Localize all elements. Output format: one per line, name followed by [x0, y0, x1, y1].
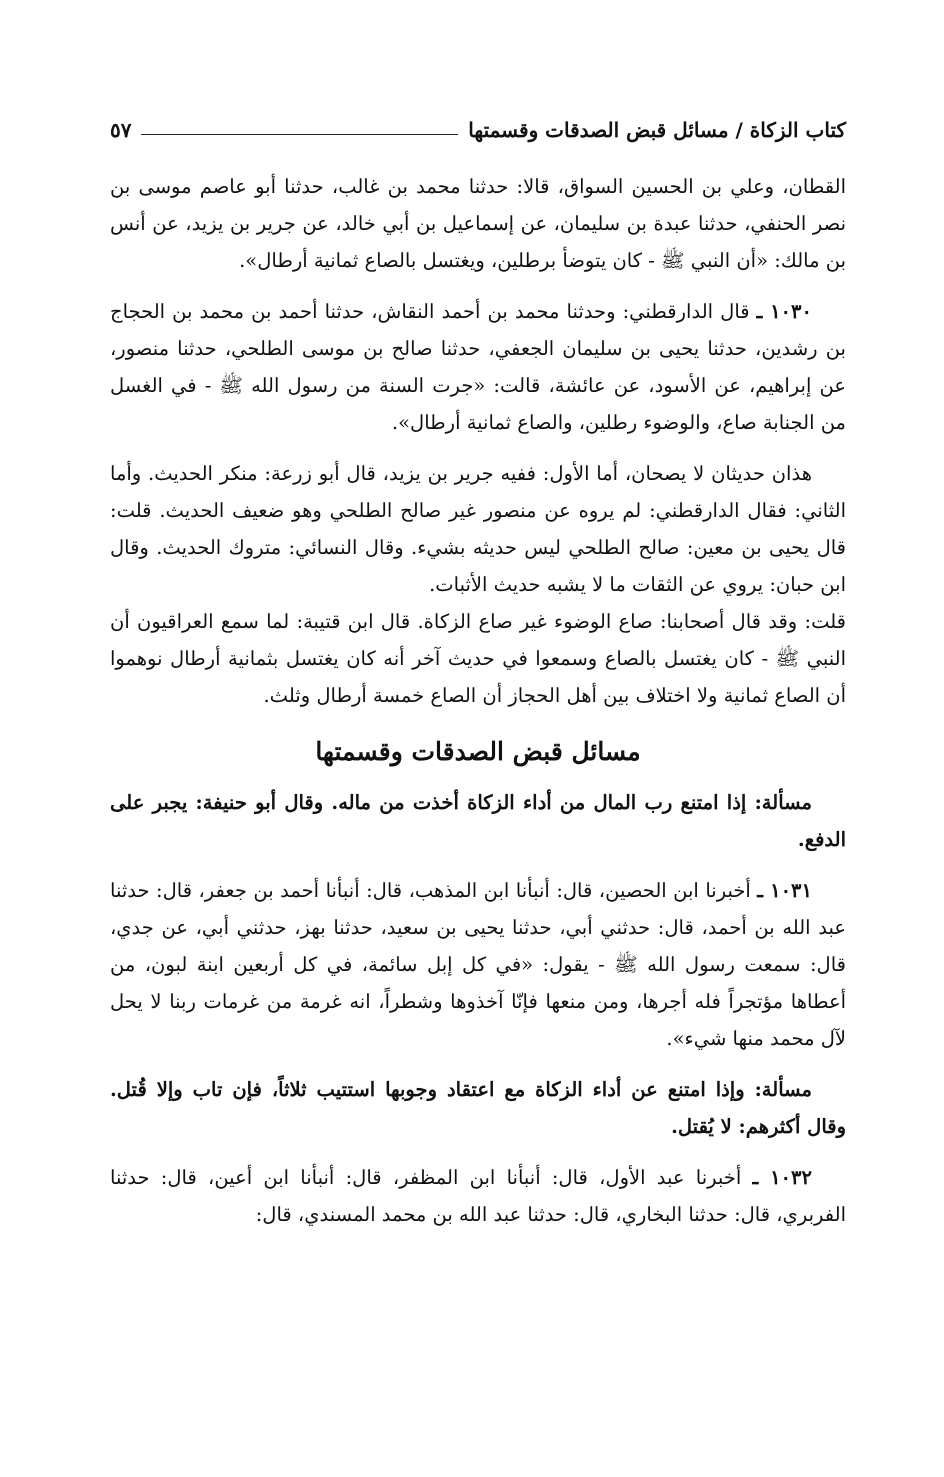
masala-text: وإذا امتنع عن أداء الزكاة مع اعتقاد وجوبها استتيب ثلاثاً، فإن تاب وإلا قُتل. وقال أكثرهم: لا يُقتل. — [110, 1078, 846, 1138]
header-title: كتاب الزكاة / مسائل قبض الصدقات وقسمتها — [468, 118, 846, 142]
hadith-text: قال الدارقطني: وحدثنا محمد بن أحمد النقاش، حدثنا أحمد بن محمد بن الحجاج بن رشدين، حدثنا يحيى بن سليمان الجعفي، حدثنا صالح بن موسى الطلحي، حدثنا منصور، عن إبراهيم، عن الأسود، عن عائشة، قالت: «جرت السنة من رسول الله ﷺ - في الغسل من الجنابة صاع، والوضوء رطلين، والصاع ثمانية أرطال». — [110, 300, 846, 434]
body-text — [110, 168, 846, 1247]
hadith-number: ١٠٣١ ـ — [757, 879, 812, 902]
hadith-number: ١٠٣٢ ـ — [752, 1166, 812, 1189]
running-header — [110, 112, 846, 148]
hadith-number: ١٠٣٠ ـ — [756, 300, 812, 323]
masala-1 — [110, 784, 846, 858]
masala-label: مسألة: — [754, 791, 812, 814]
commentary-paragraph-2: قلت: وقد قال أصحابنا: صاع الوضوء غير صاع الزكاة. قال ابن قتيبة: لما سمع العراقيون أن النبي ﷺ - كان يغتسل بالصاع وسمعوا في حديث آخر أنه كان يغتسل بثمانية أرطال نوهموا أن الصاع ثمانية ولا اختلاف بين أهل الحجاز أن الصاع خمسة أرطال وثلث. — [110, 610, 846, 707]
masala-2 — [110, 1071, 846, 1145]
hadith-1031 — [110, 872, 846, 1057]
masala-label: مسألة: — [754, 1078, 812, 1101]
masala-text: إذا امتنع رب المال من أداء الزكاة أخذت من ماله. وقال أبو حنيفة: يجبر على الدفع. — [110, 791, 846, 851]
section-heading: مسائل قبض الصدقات وقسمتها — [315, 737, 641, 766]
page-number: ٥٧ — [110, 118, 132, 142]
hadith-text: أخبرنا عبد الأول، قال: أنبأنا ابن المظفر، قال: أنبأنا ابن أعين، قال: حدثنا الفربري، قال: حدثنا البخاري، قال: حدثنا عبد الله بن محمد المسندي، قال: — [110, 1166, 846, 1226]
hadith-text: أخبرنا ابن الحصين، قال: أنبأنا ابن المذهب، قال: أنبأنا أحمد بن جعفر، قال: حدثنا عبد الله بن أحمد، قال: حدثني أبي، حدثنا يحيى بن سعيد، حدثنا بهز، حدثني أبي، عن جدي، قال: سمعت رسول الله ﷺ - يقول: «في كل إبل سائمة، في كل أربعين ابنة لبون، من أعطاها مؤتجراً فله أجرها، ومن منعها فإنّا آخذوها وشطراً، انه غرمة من غرمات ربنا لا يحل لآل محمد منها شيء». — [110, 879, 846, 1050]
hadith-1030 — [110, 293, 846, 441]
commentary-paragraph: هذان حديثان لا يصحان، أما الأول: ففيه جرير بن يزيد، قال أبو زرعة: منكر الحديث. وأما الثاني: فقال الدارقطني: لم يروه عن منصور غير صالح الطلحي وهو ضعيف الحديث. قلت: قال يحيى بن معين: صالح الطلحي ليس حديثه بشيء. وقال النسائي: متروك الحديث. وقال ابن حبان: يروي عن الثقات ما لا يشبه حديث الأثبات. — [110, 462, 846, 596]
paragraph-continuation: القطان، وعلي بن الحسين السواق، قالا: حدثنا محمد بن غالب، حدثنا أبو عاصم موسى بن نصر الحنفي، حدثنا عبدة بن سليمان، عن إسماعيل بن أبي خالد، عن جرير بن يزيد، عن أنس بن مالك: «أن النبي ﷺ - كان يتوضأ برطلين، ويغتسل بالصاع ثمانية أرطال». — [110, 175, 846, 272]
hadith-1032 — [110, 1159, 846, 1233]
header-rule — [141, 134, 458, 135]
